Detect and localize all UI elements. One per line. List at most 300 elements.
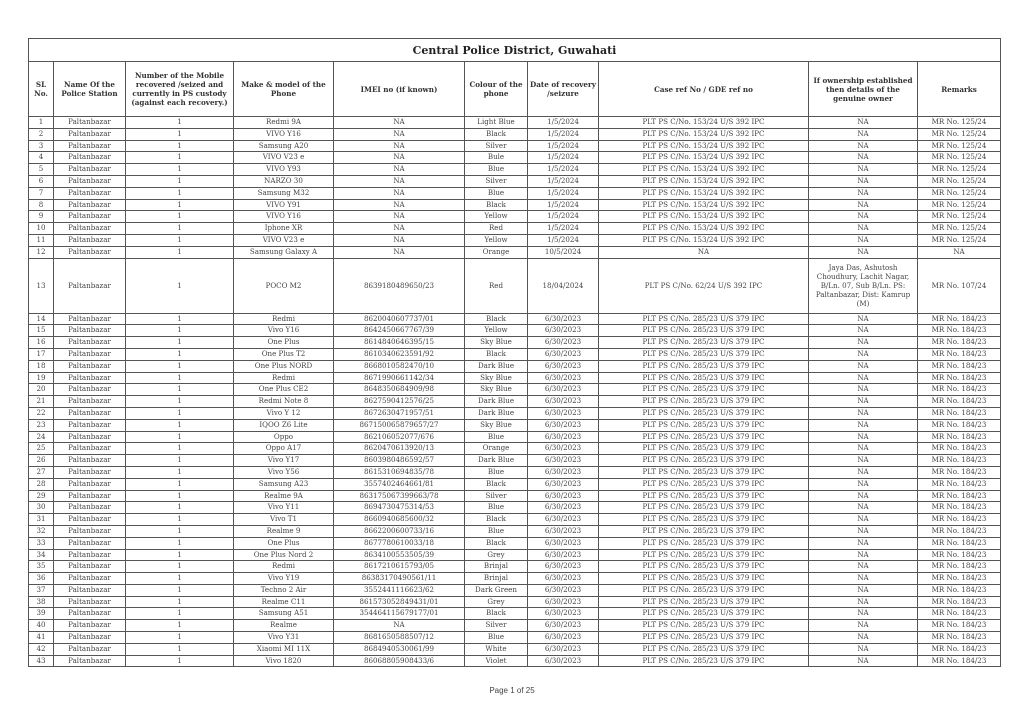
cell-remarks: MR No. 184/23 [918,596,1001,608]
cell-sl-no: 18 [29,360,54,372]
cell-owner-details: NA [809,478,918,490]
cell-remarks: MR No. 184/23 [918,372,1001,384]
cell-imei: 3552441116623/62 [334,584,465,596]
cell-sl-no: 27 [29,466,54,478]
cell-sl-no: 42 [29,643,54,655]
cell-owner-details: NA [809,396,918,408]
cell-owner-details: Jaya Das, Ashutosh Choudhury, Lachit Nagar, B/Ln. 07, Sub B/Ln. PS: Paltanbazar, Dist: Kamrup (M) [809,258,918,313]
cell-sl-no: 16 [29,337,54,349]
cell-number-recovered: 1 [126,234,234,246]
cell-remarks: MR No. 125/24 [918,175,1001,187]
cell-case-ref: PLT PS C/No. 285/23 U/S 379 IPC [599,478,809,490]
cell-case-ref: PLT PS C/No. 62/24 U/S 392 IPC [599,258,809,313]
cell-date-recovery: 6/30/2023 [528,608,599,620]
cell-sl-no: 12 [29,246,54,258]
cell-number-recovered: 1 [126,443,234,455]
cell-case-ref: PLT PS C/No. 285/23 U/S 379 IPC [599,466,809,478]
cell-owner-details: NA [809,502,918,514]
cell-number-recovered: 1 [126,573,234,585]
table-row [29,360,1001,372]
cell-police-station: Paltanbazar [54,246,126,258]
cell-case-ref: PLT PS C/No. 285/23 U/S 379 IPC [599,643,809,655]
cell-case-ref: PLT PS C/No. 285/23 U/S 379 IPC [599,561,809,573]
cell-date-recovery: 6/30/2023 [528,337,599,349]
cell-colour: Blue [465,164,528,176]
cell-date-recovery: 6/30/2023 [528,655,599,667]
cell-colour: Silver [465,175,528,187]
cell-owner-details: NA [809,407,918,419]
cell-owner-details: NA [809,455,918,467]
cell-police-station: Paltanbazar [54,443,126,455]
cell-number-recovered: 1 [126,117,234,129]
cell-make-model: Vivo Y16 [234,325,334,337]
cell-police-station: Paltanbazar [54,258,126,313]
cell-sl-no: 32 [29,525,54,537]
cell-colour: Yellow [465,325,528,337]
cell-remarks: MR No. 184/23 [918,313,1001,325]
cell-colour: Grey [465,549,528,561]
cell-make-model: Redmi Note 8 [234,396,334,408]
cell-imei: 3557402464661/81 [334,478,465,490]
cell-make-model: VIVO V23 e [234,234,334,246]
cell-remarks: MR No. 184/23 [918,443,1001,455]
cell-imei: 8620040607737/01 [334,313,465,325]
cell-sl-no: 8 [29,199,54,211]
cell-police-station: Paltanbazar [54,419,126,431]
cell-colour: Black [465,608,528,620]
cell-number-recovered: 1 [126,164,234,176]
cell-imei: 86383170490561/11 [334,573,465,585]
cell-number-recovered: 1 [126,211,234,223]
cell-sl-no: 38 [29,596,54,608]
cell-case-ref: PLT PS C/No. 285/23 U/S 379 IPC [599,596,809,608]
cell-police-station: Paltanbazar [54,620,126,632]
cell-colour: Dark Blue [465,407,528,419]
cell-remarks: MR No. 184/23 [918,561,1001,573]
cell-remarks: MR No. 125/24 [918,187,1001,199]
cell-remarks: MR No. 184/23 [918,490,1001,502]
cell-owner-details: NA [809,525,918,537]
cell-make-model: Samsung M32 [234,187,334,199]
cell-imei: 8610340623591/92 [334,348,465,360]
cell-police-station: Paltanbazar [54,372,126,384]
cell-sl-no: 13 [29,258,54,313]
cell-case-ref: PLT PS C/No. 285/23 U/S 379 IPC [599,502,809,514]
cell-remarks: MR No. 125/24 [918,117,1001,129]
cell-case-ref: PLT PS C/No. 285/23 U/S 379 IPC [599,632,809,644]
cell-remarks: MR No. 184/23 [918,620,1001,632]
cell-number-recovered: 1 [126,372,234,384]
cell-case-ref: PLT PS C/No. 285/23 U/S 379 IPC [599,407,809,419]
cell-sl-no: 17 [29,348,54,360]
cell-remarks: MR No. 184/23 [918,632,1001,644]
cell-number-recovered: 1 [126,537,234,549]
cell-number-recovered: 1 [126,525,234,537]
cell-colour: Dark Blue [465,360,528,372]
cell-remarks: MR No. 184/23 [918,396,1001,408]
cell-case-ref: PLT PS C/No. 153/24 U/S 392 IPC [599,175,809,187]
cell-number-recovered: 1 [126,502,234,514]
cell-number-recovered: 1 [126,187,234,199]
cell-make-model: VIVO V23 e [234,152,334,164]
cell-date-recovery: 6/30/2023 [528,525,599,537]
cell-date-recovery: 6/30/2023 [528,632,599,644]
cell-number-recovered: 1 [126,396,234,408]
cell-owner-details: NA [809,561,918,573]
table-row [29,443,1001,455]
table-row [29,490,1001,502]
cell-colour: Violet [465,655,528,667]
cell-make-model: Iphone XR [234,223,334,235]
cell-case-ref: PLT PS C/No. 285/23 U/S 379 IPC [599,620,809,632]
cell-number-recovered: 1 [126,175,234,187]
cell-owner-details: NA [809,384,918,396]
cell-imei: 8660940685600/32 [334,514,465,526]
cell-sl-no: 14 [29,313,54,325]
cell-number-recovered: 1 [126,152,234,164]
cell-police-station: Paltanbazar [54,337,126,349]
cell-imei: 8668010582470/10 [334,360,465,372]
cell-remarks: MR No. 107/24 [918,258,1001,313]
cell-colour: Black [465,514,528,526]
cell-sl-no: 26 [29,455,54,467]
table-row [29,211,1001,223]
header-remarks: Remarks [918,62,1001,117]
cell-remarks: MR No. 184/23 [918,348,1001,360]
cell-remarks: MR No. 184/23 [918,337,1001,349]
cell-owner-details: NA [809,234,918,246]
cell-number-recovered: 1 [126,246,234,258]
cell-number-recovered: 1 [126,490,234,502]
cell-imei: 8677780610033/18 [334,537,465,549]
cell-colour: Blue [465,431,528,443]
cell-case-ref: PLT PS C/No. 285/23 U/S 379 IPC [599,490,809,502]
cell-colour: Blue [465,502,528,514]
cell-make-model: Redmi [234,561,334,573]
cell-imei: NA [334,117,465,129]
cell-owner-details: NA [809,175,918,187]
cell-colour: Black [465,313,528,325]
cell-imei: NA [334,211,465,223]
cell-imei: 8639180489650/23 [334,258,465,313]
cell-make-model: Vivo Y56 [234,466,334,478]
cell-colour: Yellow [465,234,528,246]
table-row [29,246,1001,258]
cell-sl-no: 21 [29,396,54,408]
cell-imei: 8617210615793/05 [334,561,465,573]
cell-police-station: Paltanbazar [54,234,126,246]
cell-case-ref: PLT PS C/No. 285/23 U/S 379 IPC [599,584,809,596]
cell-number-recovered: 1 [126,431,234,443]
cell-case-ref: PLT PS C/No. 285/23 U/S 379 IPC [599,455,809,467]
cell-number-recovered: 1 [126,466,234,478]
cell-case-ref: PLT PS C/No. 285/23 U/S 379 IPC [599,360,809,372]
cell-sl-no: 20 [29,384,54,396]
cell-police-station: Paltanbazar [54,128,126,140]
cell-police-station: Paltanbazar [54,164,126,176]
table-row [29,396,1001,408]
cell-owner-details: NA [809,152,918,164]
cell-make-model: Realme [234,620,334,632]
cell-number-recovered: 1 [126,407,234,419]
cell-imei: NA [334,223,465,235]
cell-case-ref: PLT PS C/No. 285/23 U/S 379 IPC [599,372,809,384]
cell-case-ref: PLT PS C/No. 153/24 U/S 392 IPC [599,152,809,164]
cell-number-recovered: 1 [126,643,234,655]
cell-case-ref: PLT PS C/No. 285/23 U/S 379 IPC [599,525,809,537]
cell-owner-details: NA [809,360,918,372]
cell-police-station: Paltanbazar [54,396,126,408]
cell-imei: 8615310694835/78 [334,466,465,478]
cell-remarks: MR No. 184/23 [918,407,1001,419]
cell-imei: NA [334,175,465,187]
cell-imei: NA [334,164,465,176]
cell-remarks: MR No. 184/23 [918,584,1001,596]
cell-case-ref: PLT PS C/No. 285/23 U/S 379 IPC [599,514,809,526]
cell-imei: NA [334,187,465,199]
cell-case-ref: PLT PS C/No. 153/24 U/S 392 IPC [599,140,809,152]
cell-remarks: NA [918,246,1001,258]
cell-sl-no: 40 [29,620,54,632]
cell-make-model: One Plus [234,537,334,549]
cell-police-station: Paltanbazar [54,655,126,667]
cell-date-recovery: 10/5/2024 [528,246,599,258]
cell-imei: NA [334,199,465,211]
cell-make-model: Vivo Y 12 [234,407,334,419]
cell-make-model: VIVO Y93 [234,164,334,176]
cell-owner-details: NA [809,608,918,620]
header-police-station: Name Of the Police Station [54,62,126,117]
cell-remarks: MR No. 125/24 [918,164,1001,176]
cell-police-station: Paltanbazar [54,643,126,655]
table-row [29,525,1001,537]
cell-owner-details: NA [809,199,918,211]
cell-date-recovery: 1/5/2024 [528,164,599,176]
cell-imei: NA [334,620,465,632]
cell-owner-details: NA [809,372,918,384]
cell-date-recovery: 6/30/2023 [528,584,599,596]
cell-remarks: MR No. 125/24 [918,199,1001,211]
cell-case-ref: NA [599,246,809,258]
cell-make-model: Samsung A51 [234,608,334,620]
cell-date-recovery: 6/30/2023 [528,431,599,443]
table-row [29,478,1001,490]
cell-case-ref: PLT PS C/No. 285/23 U/S 379 IPC [599,337,809,349]
cell-owner-details: NA [809,632,918,644]
document-page [28,38,1000,667]
cell-police-station: Paltanbazar [54,502,126,514]
cell-make-model: One Plus Nord 2 [234,549,334,561]
cell-owner-details: NA [809,573,918,585]
cell-date-recovery: 6/30/2023 [528,325,599,337]
cell-owner-details: NA [809,246,918,258]
cell-date-recovery: 6/30/2023 [528,360,599,372]
cell-owner-details: NA [809,117,918,129]
cell-owner-details: NA [809,128,918,140]
cell-number-recovered: 1 [126,128,234,140]
cell-number-recovered: 1 [126,549,234,561]
cell-date-recovery: 1/5/2024 [528,117,599,129]
cell-sl-no: 22 [29,407,54,419]
table-row [29,199,1001,211]
cell-date-recovery: 6/30/2023 [528,643,599,655]
cell-imei: 862106052077/676 [334,431,465,443]
cell-make-model: Redmi [234,372,334,384]
header-sl-no: SL No. [29,62,54,117]
cell-police-station: Paltanbazar [54,384,126,396]
cell-date-recovery: 6/30/2023 [528,466,599,478]
cell-date-recovery: 6/30/2023 [528,372,599,384]
cell-owner-details: NA [809,431,918,443]
cell-case-ref: PLT PS C/No. 285/23 U/S 379 IPC [599,384,809,396]
table-row [29,431,1001,443]
cell-date-recovery: 1/5/2024 [528,234,599,246]
cell-imei: 8642450667767/39 [334,325,465,337]
cell-make-model: Samsung A23 [234,478,334,490]
cell-imei: NA [334,128,465,140]
cell-police-station: Paltanbazar [54,117,126,129]
cell-make-model: Realme C11 [234,596,334,608]
cell-number-recovered: 1 [126,360,234,372]
cell-colour: Black [465,537,528,549]
cell-police-station: Paltanbazar [54,431,126,443]
cell-imei: 8684940530061/99 [334,643,465,655]
cell-colour: Black [465,199,528,211]
cell-colour: Dark Green [465,584,528,596]
table-row [29,514,1001,526]
cell-date-recovery: 1/5/2024 [528,187,599,199]
cell-imei: 8672630471957/51 [334,407,465,419]
cell-owner-details: NA [809,514,918,526]
cell-police-station: Paltanbazar [54,632,126,644]
cell-sl-no: 36 [29,573,54,585]
cell-police-station: Paltanbazar [54,596,126,608]
cell-sl-no: 3 [29,140,54,152]
cell-sl-no: 10 [29,223,54,235]
table-row [29,419,1001,431]
cell-make-model: VIVO Y91 [234,199,334,211]
cell-number-recovered: 1 [126,313,234,325]
cell-colour: Black [465,128,528,140]
table-row [29,234,1001,246]
cell-colour: Orange [465,443,528,455]
cell-sl-no: 2 [29,128,54,140]
cell-remarks: MR No. 125/24 [918,152,1001,164]
cell-owner-details: NA [809,443,918,455]
cell-date-recovery: 6/30/2023 [528,419,599,431]
cell-make-model: Vivo T1 [234,514,334,526]
cell-imei: 861573052849431/01 [334,596,465,608]
cell-sl-no: 29 [29,490,54,502]
cell-remarks: MR No. 184/23 [918,514,1001,526]
cell-imei: 863175067399663/78 [334,490,465,502]
cell-colour: Silver [465,140,528,152]
cell-sl-no: 33 [29,537,54,549]
cell-colour: Brinjal [465,561,528,573]
table-row [29,584,1001,596]
cell-make-model: Vivo 1820 [234,655,334,667]
cell-number-recovered: 1 [126,337,234,349]
cell-police-station: Paltanbazar [54,325,126,337]
cell-remarks: MR No. 184/23 [918,384,1001,396]
cell-make-model: Vivo Y11 [234,502,334,514]
cell-case-ref: PLT PS C/No. 285/23 U/S 379 IPC [599,348,809,360]
cell-owner-details: NA [809,466,918,478]
header-make-model: Make & model of the Phone [234,62,334,117]
cell-make-model: Realme 9A [234,490,334,502]
cell-imei: 354464115679177/01 [334,608,465,620]
cell-number-recovered: 1 [126,258,234,313]
cell-colour: Black [465,478,528,490]
cell-police-station: Paltanbazar [54,211,126,223]
table-row [29,117,1001,129]
table-row [29,537,1001,549]
cell-case-ref: PLT PS C/No. 153/24 U/S 392 IPC [599,187,809,199]
table-row [29,325,1001,337]
cell-date-recovery: 1/5/2024 [528,211,599,223]
cell-colour: White [465,643,528,655]
cell-date-recovery: 1/5/2024 [528,140,599,152]
cell-make-model: Redmi [234,313,334,325]
cell-case-ref: PLT PS C/No. 285/23 U/S 379 IPC [599,396,809,408]
cell-owner-details: NA [809,655,918,667]
cell-colour: Sky Blue [465,384,528,396]
cell-date-recovery: 1/5/2024 [528,199,599,211]
cell-make-model: NARZO 30 [234,175,334,187]
cell-make-model: Samsung A20 [234,140,334,152]
cell-date-recovery: 6/30/2023 [528,620,599,632]
cell-sl-no: 1 [29,117,54,129]
cell-colour: Light Blue [465,117,528,129]
cell-date-recovery: 1/5/2024 [528,128,599,140]
cell-number-recovered: 1 [126,632,234,644]
cell-sl-no: 31 [29,514,54,526]
cell-owner-details: NA [809,419,918,431]
cell-number-recovered: 1 [126,348,234,360]
cell-make-model: One Plus T2 [234,348,334,360]
cell-owner-details: NA [809,187,918,199]
title-row [29,39,1001,62]
cell-imei: NA [334,152,465,164]
table-row [29,655,1001,667]
cell-remarks: MR No. 184/23 [918,573,1001,585]
table-row [29,573,1001,585]
cell-make-model: IQOO Z6 Lite [234,419,334,431]
cell-date-recovery: 1/5/2024 [528,175,599,187]
table-body [29,117,1001,667]
cell-make-model: Xiaomi MI 11X [234,643,334,655]
cell-colour: Silver [465,620,528,632]
table-row [29,643,1001,655]
cell-remarks: MR No. 184/23 [918,537,1001,549]
cell-colour: Brinjal [465,573,528,585]
cell-date-recovery: 6/30/2023 [528,514,599,526]
cell-police-station: Paltanbazar [54,360,126,372]
cell-colour: Bule [465,152,528,164]
cell-police-station: Paltanbazar [54,455,126,467]
cell-police-station: Paltanbazar [54,466,126,478]
cell-imei: 8648350684909/98 [334,384,465,396]
cell-date-recovery: 6/30/2023 [528,549,599,561]
cell-sl-no: 9 [29,211,54,223]
table-row [29,502,1001,514]
cell-colour: Sky Blue [465,337,528,349]
cell-sl-no: 39 [29,608,54,620]
cell-imei: 8620470613920/13 [334,443,465,455]
cell-owner-details: NA [809,348,918,360]
cell-sl-no: 11 [29,234,54,246]
cell-police-station: Paltanbazar [54,152,126,164]
